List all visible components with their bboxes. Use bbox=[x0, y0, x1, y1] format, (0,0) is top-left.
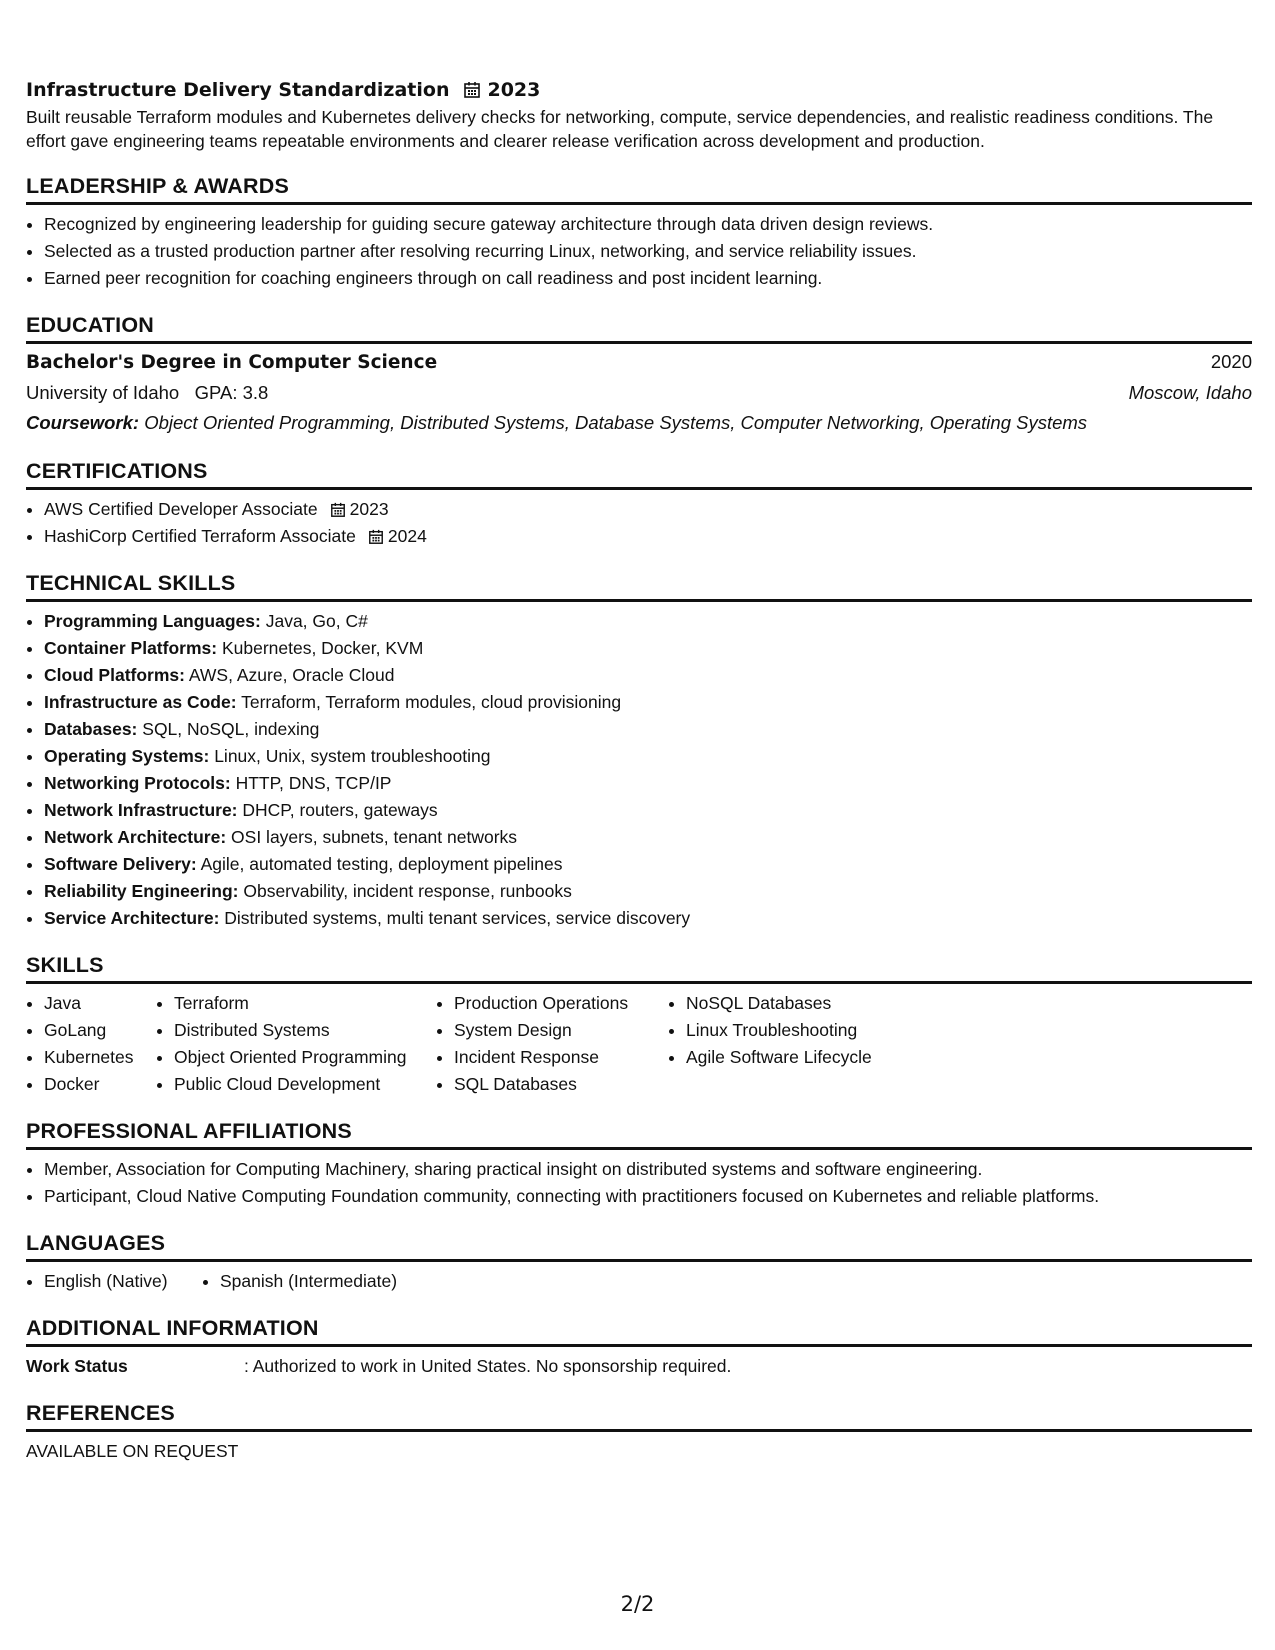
technical-skills-section bbox=[26, 570, 1252, 932]
coursework-list: Object Oriented Programming, Distributed Systems, Database Systems, Computer Networking, Operating Systems bbox=[144, 412, 1088, 433]
list-item bbox=[44, 608, 1252, 635]
cert-name: • HashiCorp Certified Terraform Associate bbox=[44, 526, 356, 546]
skill-category: Programming Languages: bbox=[44, 611, 261, 631]
skill-category: Network Architecture: bbox=[44, 827, 227, 847]
gpa: GPA: 3.8 bbox=[194, 382, 269, 403]
project-title: Infrastructure Delivery Standardization bbox=[26, 79, 450, 101]
section-title: TECHNICAL SKILLS bbox=[26, 570, 1252, 602]
list-item: • System Design bbox=[454, 1017, 668, 1044]
list-item bbox=[44, 689, 1252, 716]
skills-column bbox=[436, 990, 668, 1098]
skill-category: Software Delivery: bbox=[44, 854, 197, 874]
list-item: • Spanish (Intermediate) bbox=[220, 1268, 397, 1295]
project-date-text: 2023 bbox=[487, 79, 541, 101]
coursework bbox=[26, 408, 1252, 438]
skills-column bbox=[156, 990, 436, 1098]
project-header bbox=[26, 79, 1252, 101]
school-line bbox=[26, 378, 268, 408]
list-item bbox=[44, 851, 1252, 878]
list-item bbox=[44, 635, 1252, 662]
list-item: • Terraform bbox=[174, 990, 436, 1017]
list-item: • Member, Association for Computing Machinery, sharing practical insight on distributed systems and software engineering. bbox=[44, 1156, 1252, 1183]
skill-category: Reliability Engineering: bbox=[44, 881, 239, 901]
list-item: • Public Cloud Development bbox=[174, 1071, 436, 1098]
skills-column bbox=[668, 990, 936, 1098]
section-title: REFERENCES bbox=[26, 1400, 1252, 1432]
list-item: • NoSQL Databases bbox=[686, 990, 936, 1017]
list-item bbox=[44, 905, 1252, 932]
skill-category: Networking Protocols: bbox=[44, 773, 231, 793]
info-value: : Authorized to work in United States. No sponsorship required. bbox=[244, 1356, 732, 1376]
calendar-icon bbox=[330, 502, 346, 518]
list-item bbox=[44, 770, 1252, 797]
list-item: • English (Native) bbox=[44, 1268, 202, 1295]
skill-values: SQL, NoSQL, indexing bbox=[142, 719, 320, 739]
school-location: Moscow, Idaho bbox=[1128, 382, 1252, 403]
languages-list bbox=[26, 1268, 1252, 1295]
section-title: CERTIFICATIONS bbox=[26, 458, 1252, 490]
section-title: PROFESSIONAL AFFILIATIONS bbox=[26, 1118, 1252, 1150]
skill-values: AWS, Azure, Oracle Cloud bbox=[188, 665, 395, 685]
list-item bbox=[44, 662, 1252, 689]
skill-values: Terraform, Terraform modules, cloud provisioning bbox=[241, 692, 622, 712]
skill-values: Distributed systems, multi tenant services, service discovery bbox=[224, 908, 691, 928]
skill-values: Java, Go, C# bbox=[265, 611, 368, 631]
list-item: • Java bbox=[44, 990, 156, 1017]
references-text: AVAILABLE ON REQUEST bbox=[26, 1441, 239, 1461]
skill-values: Agile, automated testing, deployment pipelines bbox=[200, 854, 563, 874]
certifications-section bbox=[26, 458, 1252, 550]
list-item: • Earned peer recognition for coaching engineers through on call readiness and post incident learning. bbox=[44, 265, 1252, 292]
list-item bbox=[44, 496, 1252, 523]
list-item: • Kubernetes bbox=[44, 1044, 156, 1071]
list-item bbox=[44, 797, 1252, 824]
calendar-icon bbox=[368, 529, 384, 545]
list-item: • Agile Software Lifecycle bbox=[686, 1044, 936, 1071]
list-item: • Selected as a trusted production partner after resolving recurring Linux, networking, and service reliability issues. bbox=[44, 238, 1252, 265]
section-title: LEADERSHIP & AWARDS bbox=[26, 173, 1252, 205]
list-item: • Incident Response bbox=[454, 1044, 668, 1071]
project-description: Built reusable Terraform modules and Kubernetes delivery checks for networking, compute, service dependencies, and realistic readiness conditions. The effort gave engineering teams repeatable environments and clearer release verification across development and production. bbox=[26, 107, 1214, 151]
list-item: • Participant, Cloud Native Computing Foundation community, connecting with practitioners focused on Kubernetes and reliable platforms. bbox=[44, 1183, 1252, 1210]
skill-category: Infrastructure as Code: bbox=[44, 692, 237, 712]
section-title: ADDITIONAL INFORMATION bbox=[26, 1315, 1252, 1347]
references-section bbox=[26, 1400, 1252, 1465]
list-item: • GoLang bbox=[44, 1017, 156, 1044]
project-date bbox=[463, 79, 540, 101]
skill-category: Network Infrastructure: bbox=[44, 800, 238, 820]
list-item bbox=[44, 743, 1252, 770]
resume-page bbox=[26, 0, 1252, 1465]
leadership-section bbox=[26, 173, 1252, 292]
certifications-list bbox=[26, 496, 1252, 550]
info-label: Work Status bbox=[26, 1356, 128, 1376]
degree: Bachelor's Degree in Computer Science bbox=[26, 352, 438, 373]
languages-section bbox=[26, 1230, 1252, 1295]
skill-values: Observability, incident response, runbooks bbox=[243, 881, 572, 901]
section-title: EDUCATION bbox=[26, 312, 1252, 344]
calendar-icon bbox=[463, 81, 481, 99]
skill-category: Cloud Platforms: bbox=[44, 665, 185, 685]
section-title: SKILLS bbox=[26, 952, 1252, 984]
list-item: • Object Oriented Programming bbox=[174, 1044, 436, 1071]
additional-info-section bbox=[26, 1315, 1252, 1380]
skill-values: Kubernetes, Docker, KVM bbox=[221, 638, 424, 658]
list-item bbox=[44, 716, 1252, 743]
school-name: University of Idaho bbox=[26, 382, 180, 403]
page-number: 2/2 bbox=[620, 1592, 655, 1616]
skill-values: Linux, Unix, system troubleshooting bbox=[214, 746, 491, 766]
affiliations-list bbox=[26, 1156, 1252, 1210]
skill-values: OSI layers, subnets, tenant networks bbox=[231, 827, 518, 847]
skill-category: Container Platforms: bbox=[44, 638, 218, 658]
skill-values: HTTP, DNS, TCP/IP bbox=[235, 773, 392, 793]
cert-name: • AWS Certified Developer Associate bbox=[44, 499, 318, 519]
skill-category: Service Architecture: bbox=[44, 908, 220, 928]
graduation-year: 2020 bbox=[1210, 351, 1252, 372]
list-item bbox=[44, 824, 1252, 851]
affiliations-section bbox=[26, 1118, 1252, 1210]
coursework-label: Coursework: bbox=[26, 412, 140, 433]
list-item: • Production Operations bbox=[454, 990, 668, 1017]
skills-section bbox=[26, 952, 1252, 1098]
list-item bbox=[44, 878, 1252, 905]
section-title: LANGUAGES bbox=[26, 1230, 1252, 1262]
cert-date: 2024 bbox=[387, 526, 427, 546]
skills-column bbox=[26, 990, 156, 1098]
skill-category: Databases: bbox=[44, 719, 138, 739]
list-item: • SQL Databases bbox=[454, 1071, 668, 1098]
skill-values: DHCP, routers, gateways bbox=[242, 800, 438, 820]
list-item: • Recognized by engineering leadership for guiding secure gateway architecture through data driven design reviews. bbox=[44, 211, 1252, 238]
education-section bbox=[26, 312, 1252, 438]
list-item: • Docker bbox=[44, 1071, 156, 1098]
list-item: • Linux Troubleshooting bbox=[686, 1017, 936, 1044]
skill-category: Operating Systems: bbox=[44, 746, 210, 766]
technical-skills-list bbox=[26, 608, 1252, 932]
info-row bbox=[26, 1353, 1252, 1380]
list-item bbox=[44, 523, 1252, 550]
skills-grid bbox=[26, 990, 1252, 1098]
list-item: • Distributed Systems bbox=[174, 1017, 436, 1044]
cert-date: 2023 bbox=[349, 499, 389, 519]
leadership-list bbox=[26, 211, 1252, 292]
